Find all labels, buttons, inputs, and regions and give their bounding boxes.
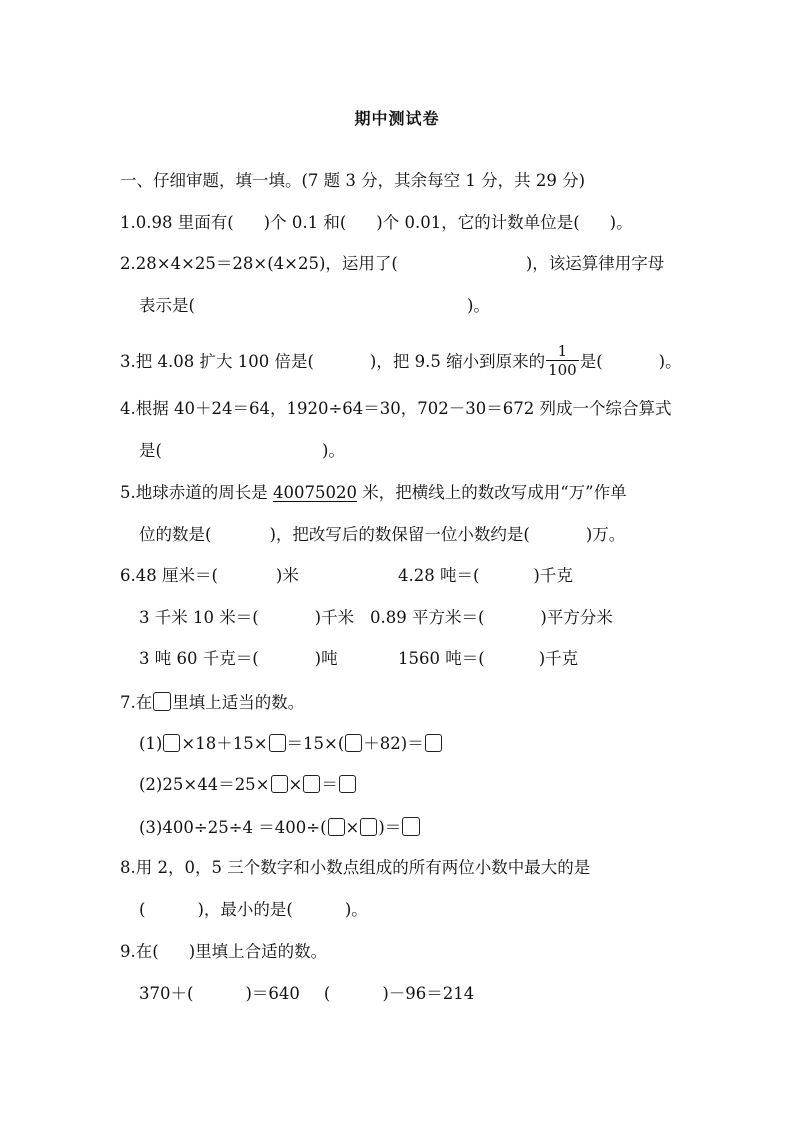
question-6-row-1: 6.48 厘米＝( )米 bbox=[120, 566, 299, 585]
question-2-cont: 表示是( )。 bbox=[139, 296, 490, 315]
underlined-number: 40075020 bbox=[273, 483, 357, 502]
page-title: 期中测试卷 bbox=[354, 109, 440, 128]
question-7: 7.在 里填上适当的数。 bbox=[120, 693, 305, 712]
answer-box[interactable] bbox=[271, 775, 288, 793]
question-7-part-1: (1) ×18＋15× ＝15×( ＋82)＝ bbox=[139, 733, 443, 755]
fraction-1-100: $\frac{1}{100}$ bbox=[548, 342, 577, 379]
question-5: 5.地球赤道的周长是 40075020 米，把横线上的数改写成用“万”作单 bbox=[120, 483, 627, 502]
question-9-cont: 370＋( )＝640 ( )－96＝214 bbox=[139, 984, 475, 1003]
question-8-cont: ( )，最小的是( )。 bbox=[139, 900, 368, 919]
question-5-cont: 位的数是( )，把改写后的数保留一位小数约是( )万。 bbox=[139, 525, 626, 544]
section-1-header: 一、仔细审题，填一填。(7 题 3 分，其余每空 1 分，共 29 分) bbox=[120, 171, 586, 190]
answer-box[interactable] bbox=[425, 734, 442, 752]
question-1: 1.0.98 里面有( )个 0.1 和( )个 0.01，它的计数单位是( )。 bbox=[120, 213, 633, 232]
question-6-row-2-right: 0.89 平方米＝( )平方分米 bbox=[370, 608, 613, 627]
question-3: 3.把 4.08 扩大 100 倍是( )，把 9.5 缩小到原来的 $\frac{1}{100}$ 是( )。 bbox=[120, 342, 682, 379]
answer-box[interactable] bbox=[303, 775, 320, 793]
answer-box[interactable] bbox=[269, 734, 286, 752]
question-4: 4.根据 40＋24＝64，1920÷64＝30，702－30＝672 列成一个综合算式 bbox=[120, 399, 672, 418]
question-7-part-3: (3)400÷25÷4 ＝400÷( × )＝ bbox=[139, 817, 421, 839]
question-6-row-3: 3 吨 60 千克＝( )吨 bbox=[139, 649, 338, 668]
question-6-row-2: 3 千米 10 米＝( )千米 bbox=[139, 608, 355, 627]
question-4-cont: 是( )。 bbox=[139, 441, 345, 460]
question-6-row-1-right: 4.28 吨＝( )千克 bbox=[398, 566, 573, 585]
answer-box[interactable] bbox=[328, 818, 345, 836]
answer-box[interactable] bbox=[345, 734, 362, 752]
question-6-row-3-right: 1560 吨＝( )千克 bbox=[398, 649, 579, 668]
answer-box[interactable] bbox=[360, 818, 377, 836]
answer-box[interactable] bbox=[163, 734, 180, 752]
answer-box[interactable] bbox=[339, 775, 356, 793]
question-9: 9.在( )里填上合适的数。 bbox=[120, 942, 328, 961]
question-8: 8.用 2，0，5 三个数字和小数点组成的所有两位小数中最大的是 bbox=[120, 858, 591, 877]
question-7-part-2: (2)25×44＝25× × ＝ bbox=[139, 774, 357, 796]
question-2: 2.28×4×25＝28×(4×25)，运用了( )，该运算律用字母 bbox=[120, 254, 665, 273]
answer-box[interactable] bbox=[402, 817, 420, 836]
answer-box[interactable] bbox=[153, 692, 171, 711]
